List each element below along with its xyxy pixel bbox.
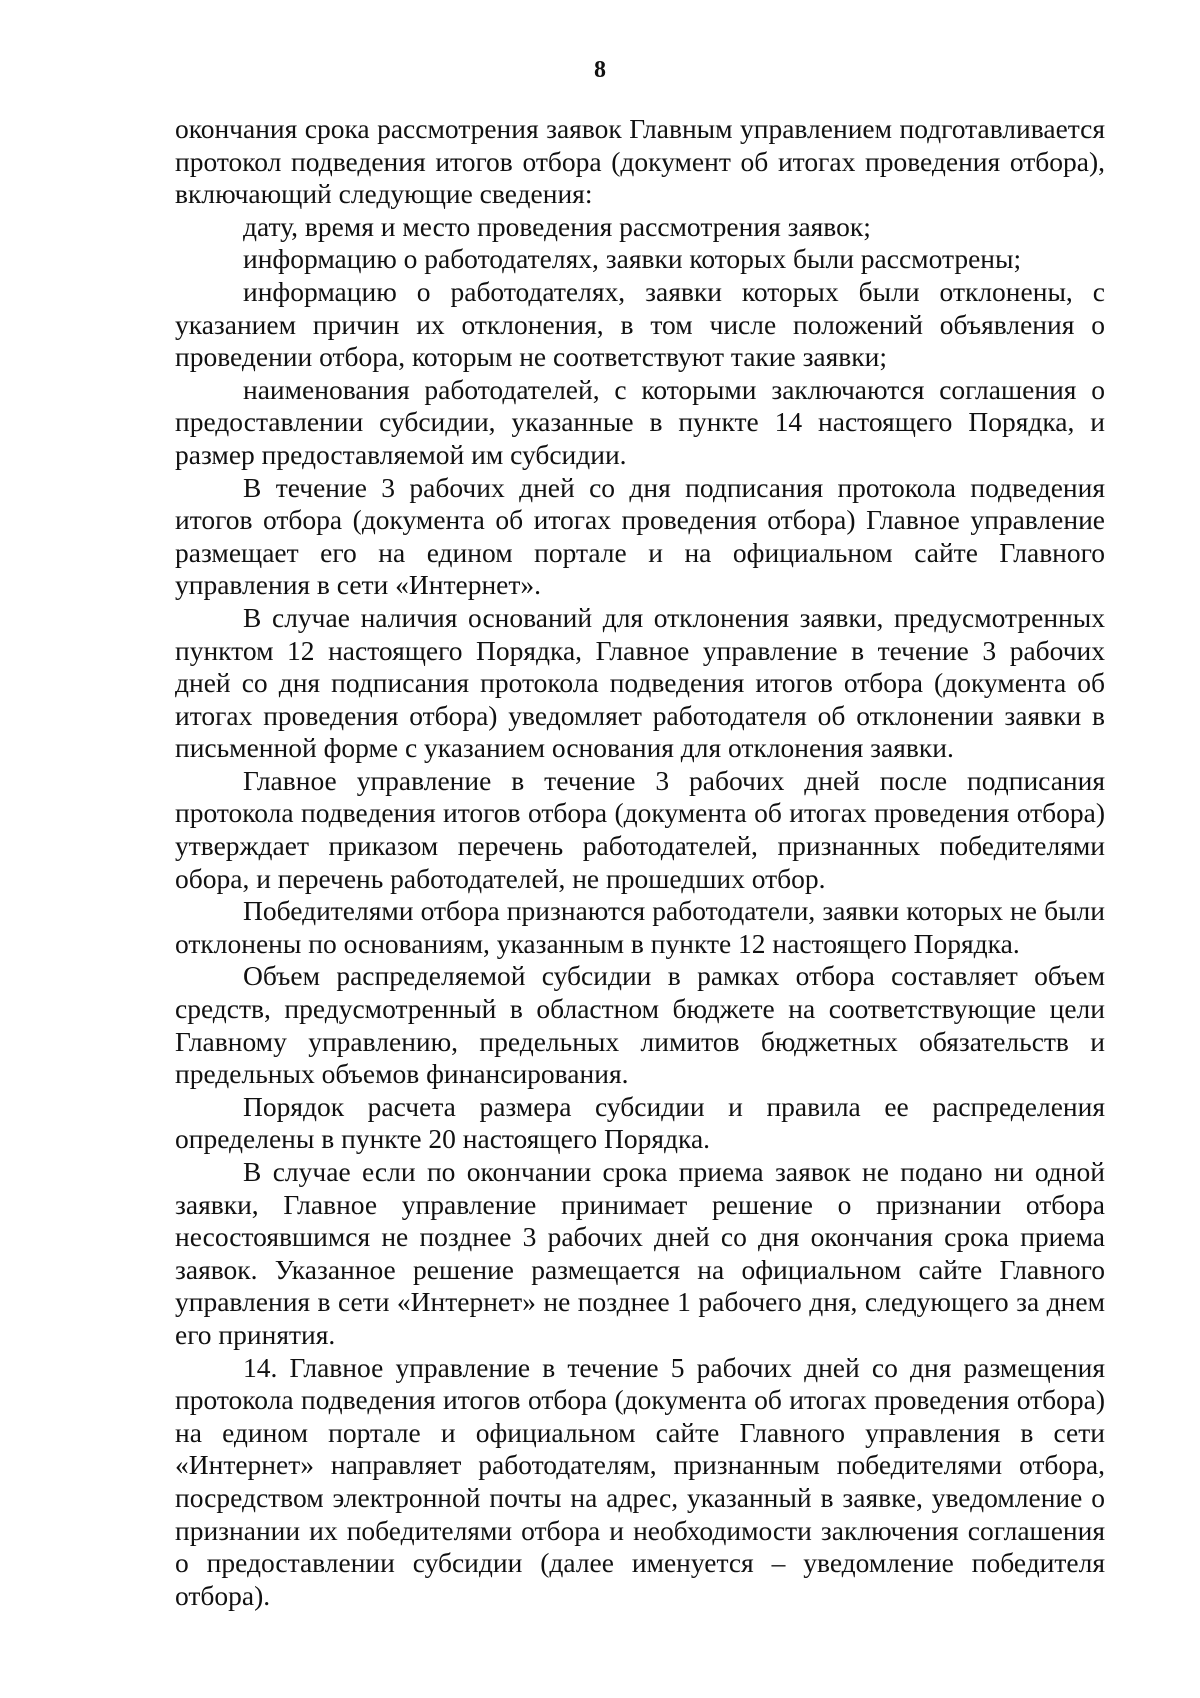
paragraph-calculation: Порядок расчета размера субсидии и правила ее распределения определены в пункте 20 настоящего Порядка. (175, 1090, 1105, 1155)
paragraph-winners: Победителями отбора признаются работодатели, заявки которых не были отклонены по основаниям, указанным в пункте 12 настоящего Порядка. (175, 895, 1105, 959)
paragraph-volume: Объем распределяемой субсидии в рамках отбора составляет объем средств, предусмотренный в областном бюджете на соответствующие цели Главному управлению, предельных лимитов бюджетных обязательств и предельных объемов финансирования. (175, 960, 1105, 1090)
paragraph-continuation: окончания срока рассмотрения заявок Главным управлением подготавливается протокол подведения итогов отбора (документ об итогах проведения отбора), включающий следующие сведения: (175, 113, 1105, 210)
list-item-rejected: информацию о работодателях, заявки которых были отклонены, с указанием причин их отклонения, в том числе положений объявления о проведении отбора, которым не соответствуют такие заявки; (175, 275, 1105, 373)
paragraph-publication: В течение 3 рабочих дней со дня подписания протокола подведения итогов отбора (документа об итогах проведения отбора) Главное управление размещает его на едином портале и на официальном сайте Главного управления в сети «Интернет». (175, 471, 1105, 601)
page-number: 8 (594, 57, 606, 83)
list-item-reviewed: информацию о работодателях, заявки которых были рассмотрены; (243, 243, 1022, 275)
list-item-agreements: наименования работодателей, с которыми заключаются соглашения о предоставлении субсидии, указанные в пункте 14 настоящего Порядка, и размер предоставляемой им субсидии. (175, 373, 1105, 470)
paragraph-rejection-notice: В случае наличия оснований для отклонения заявки, предусмотренных пунктом 12 настоящего Порядка, Главное управление в течение 3 рабочих дней со дня подписания протокола подведения итогов отбора (документа об итогах проведения отбора) уведомляет работодателя об отклонении заявки в письменной форме с указанием основания для отклонения заявки. (175, 601, 1105, 764)
document-body (175, 113, 1105, 1612)
paragraph-no-applications: В случае если по окончании срока приема заявок не подано ни одной заявки, Главное управление принимает решение о признании отбора несостоявшимся не позднее 3 рабочих дней со дня окончания срока приема заявок. Указанное решение размещается на официальном сайте Главного управления в сети «Интернет» не позднее 1 рабочего дня, следующего за днем его принятия. (175, 1156, 1105, 1350)
paragraph-section-14: 14. Главное управление в течение 5 рабочих дней со дня размещения протокола подведения итогов отбора (документа об итогах проведения отбора) на едином портале и официальном сайте Главного управления в сети «Интернет» направляет работодателям, признанным победителями отбора, посредством электронной почты на адрес, указанный в заявке, уведомление о признании их победителями отбора и необходимости заключения соглашения о предоставлении субсидии (далее именуется – уведомление победителя отбора). (175, 1351, 1105, 1611)
paragraph-order-approval: Главное управление в течение 3 рабочих дней после подписания протокола подведения итогов отбора (документа об итогах проведения отбора) утверждает приказом перечень работодателей, признанных победителями обора, и перечень работодателей, не прошедших отбор. (175, 764, 1105, 894)
list-item-date: дату, время и место проведения рассмотрения заявок; (243, 210, 871, 242)
